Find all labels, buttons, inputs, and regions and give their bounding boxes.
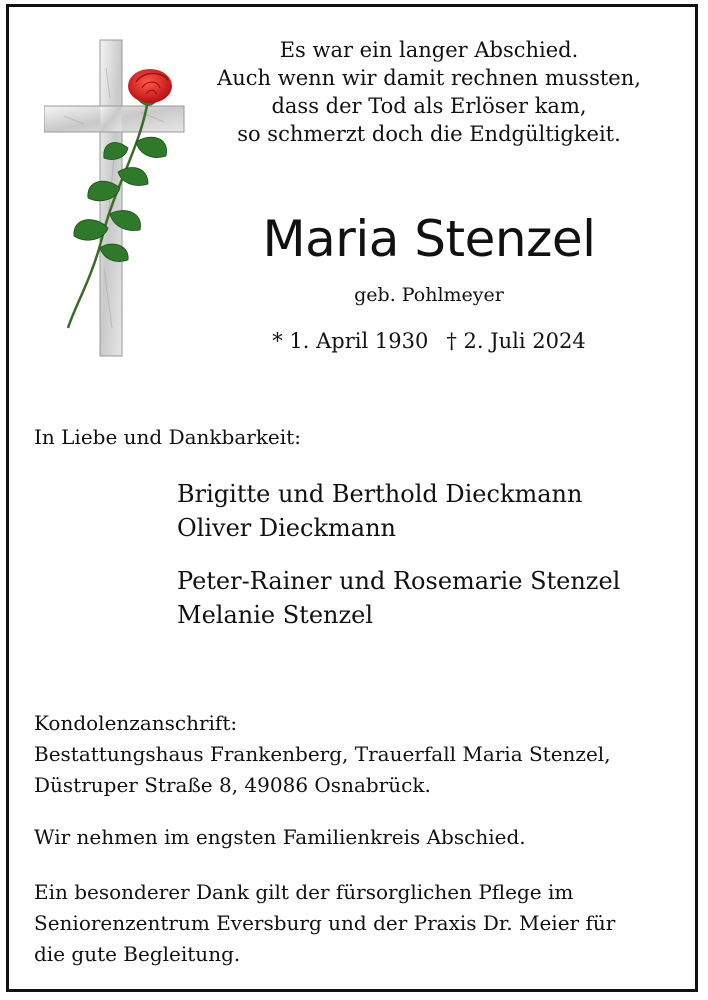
farewell-note: Wir nehmen im engsten Familienkreis Abschied. (34, 825, 526, 849)
thanks-line: Seniorenzentrum Eversburg und der Praxis Dr. Meier für (34, 911, 616, 935)
life-dates (190, 326, 668, 356)
cross-with-rose-icon (44, 38, 194, 360)
thanks-line: die gute Begleitung. (34, 942, 241, 966)
mourner-name: Peter-Rainer und Rosemarie Stenzel (177, 567, 621, 595)
mourner-name: Oliver Dieckmann (177, 514, 396, 542)
poem-line: dass der Tod als Erlöser kam, (271, 94, 587, 118)
mourner-group (177, 564, 687, 632)
deceased-name: Maria Stenzel (262, 210, 596, 268)
poem-line: so schmerzt doch die Endgültigkeit. (237, 122, 621, 146)
thanks-note (34, 877, 684, 970)
birth-date: * 1. April 1930 (272, 329, 429, 353)
mourners-intro: In Liebe und Dankbarkeit: (34, 425, 301, 449)
birth-name: geb. Pohlmeyer (354, 284, 504, 306)
condolence-line: Bestattungshaus Frankenberg, Trauerfall Maria Stenzel, (34, 742, 611, 766)
mourner-name: Brigitte und Berthold Dieckmann (177, 480, 583, 508)
poem-line: Es war ein langer Abschied. (279, 38, 579, 62)
thanks-line: Ein besonderer Dank gilt der fürsorglichen Pflege im (34, 880, 574, 904)
mourner-name: Melanie Stenzel (177, 601, 373, 629)
mourner-group (177, 477, 687, 545)
condolence-line: Düstruper Straße 8, 49086 Osnabrück. (34, 773, 431, 797)
condolence-address (34, 708, 684, 801)
death-date: † 2. Juli 2024 (446, 329, 586, 353)
poem-line: Auch wenn wir damit rechnen mussten, (217, 66, 641, 90)
condolence-line: Kondolenzanschrift: (34, 711, 238, 735)
poem (190, 36, 668, 148)
